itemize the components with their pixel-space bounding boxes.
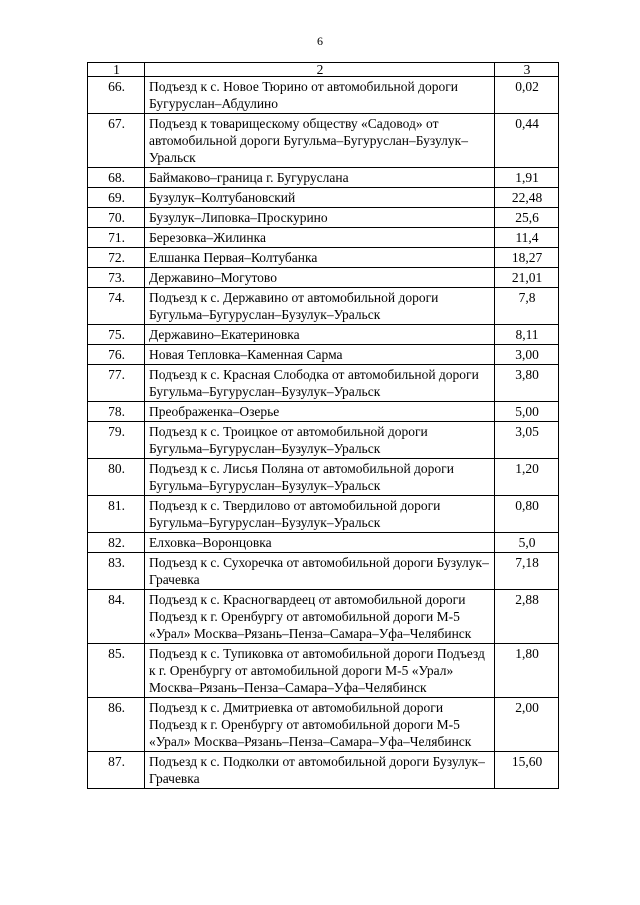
table-body — [88, 77, 559, 789]
road-name: Баймаково–граница г. Бугуруслана — [145, 168, 495, 188]
table-row — [88, 208, 559, 228]
road-name: Подъезд к с. Красногвардеец от автомобильной дороги Подъезд к г. Оренбургу от автомобильной дороги М-5 «Урал» Москва–Рязань–Пенза–Самара–Уфа–Челябинск — [145, 590, 495, 644]
road-length: 11,4 — [495, 228, 559, 248]
road-length: 3,00 — [495, 345, 559, 365]
table-row — [88, 644, 559, 698]
table-row — [88, 590, 559, 644]
road-name: Березовка–Жилинка — [145, 228, 495, 248]
row-number: 72. — [88, 248, 145, 268]
road-name: Державино–Могутово — [145, 268, 495, 288]
row-number: 71. — [88, 228, 145, 248]
table-row — [88, 698, 559, 752]
road-length: 3,80 — [495, 365, 559, 402]
row-number: 69. — [88, 188, 145, 208]
road-length: 7,8 — [495, 288, 559, 325]
row-number: 77. — [88, 365, 145, 402]
road-length: 15,60 — [495, 752, 559, 789]
table-row — [88, 365, 559, 402]
road-name: Подъезд к с. Сухоречка от автомобильной дороги Бузулук–Грачевка — [145, 553, 495, 590]
table-row — [88, 248, 559, 268]
road-name: Державино–Екатериновка — [145, 325, 495, 345]
row-number: 74. — [88, 288, 145, 325]
row-number: 78. — [88, 402, 145, 422]
road-length: 8,11 — [495, 325, 559, 345]
road-length: 21,01 — [495, 268, 559, 288]
road-length: 0,44 — [495, 114, 559, 168]
road-name: Елховка–Воронцовка — [145, 533, 495, 553]
row-number: 68. — [88, 168, 145, 188]
road-name: Подъезд к с. Державино от автомобильной дороги Бугульма–Бугуруслан–Бузулук–Уральск — [145, 288, 495, 325]
table-row — [88, 422, 559, 459]
page-number: 6 — [317, 34, 323, 48]
row-number: 83. — [88, 553, 145, 590]
row-number: 80. — [88, 459, 145, 496]
table-row — [88, 752, 559, 789]
roads-table — [87, 62, 559, 789]
table-row — [88, 228, 559, 248]
road-name: Бузулук–Колтубановский — [145, 188, 495, 208]
table-row — [88, 77, 559, 114]
table-row — [88, 533, 559, 553]
header-col-3: 3 — [495, 63, 559, 77]
road-length: 5,0 — [495, 533, 559, 553]
table-row — [88, 325, 559, 345]
row-number: 67. — [88, 114, 145, 168]
row-number: 70. — [88, 208, 145, 228]
road-length: 2,88 — [495, 590, 559, 644]
header-col-2: 2 — [145, 63, 495, 77]
table-row — [88, 496, 559, 533]
road-name: Подъезд к с. Дмитриевка от автомобильной дороги Подъезд к г. Оренбургу от автомобильной дороги М-5 «Урал» Москва–Рязань–Пенза–Самара–Уфа–Челябинск — [145, 698, 495, 752]
row-number: 73. — [88, 268, 145, 288]
road-length: 0,80 — [495, 496, 559, 533]
row-number: 76. — [88, 345, 145, 365]
table-row — [88, 459, 559, 496]
table-header-row — [88, 63, 559, 77]
road-length: 7,18 — [495, 553, 559, 590]
table-row — [88, 402, 559, 422]
road-name: Подъезд к с. Лисья Поляна от автомобильной дороги Бугульма–Бугуруслан–Бузулук–Уральск — [145, 459, 495, 496]
road-name: Подъезд к с. Твердилово от автомобильной дороги Бугульма–Бугуруслан–Бузулук–Уральск — [145, 496, 495, 533]
road-length: 25,6 — [495, 208, 559, 228]
road-length: 1,80 — [495, 644, 559, 698]
table-row — [88, 288, 559, 325]
table-row — [88, 268, 559, 288]
row-number: 85. — [88, 644, 145, 698]
road-length: 5,00 — [495, 402, 559, 422]
row-number: 75. — [88, 325, 145, 345]
road-length: 1,20 — [495, 459, 559, 496]
table-row — [88, 345, 559, 365]
road-name: Подъезд к с. Новое Тюрино от автомобильной дороги Бугуруслан–Абдулино — [145, 77, 495, 114]
table-row — [88, 553, 559, 590]
road-name: Подъезд к с. Тупиковка от автомобильной дороги Подъезд к г. Оренбургу от автомобильной дороги М-5 «Урал» Москва–Рязань–Пенза–Самара–Уфа–Челябинск — [145, 644, 495, 698]
road-name: Подъезд к с. Подколки от автомобильной дороги Бузулук–Грачевка — [145, 752, 495, 789]
road-length: 18,27 — [495, 248, 559, 268]
road-length: 3,05 — [495, 422, 559, 459]
road-name: Бузулук–Липовка–Проскурино — [145, 208, 495, 228]
road-length: 0,02 — [495, 77, 559, 114]
road-length: 1,91 — [495, 168, 559, 188]
road-length: 2,00 — [495, 698, 559, 752]
header-col-1: 1 — [88, 63, 145, 77]
row-number: 82. — [88, 533, 145, 553]
road-name: Подъезд к с. Красная Слободка от автомобильной дороги Бугульма–Бугуруслан–Бузулук–Уральск — [145, 365, 495, 402]
table-row — [88, 168, 559, 188]
table-row — [88, 114, 559, 168]
road-name: Елшанка Первая–Колтубанка — [145, 248, 495, 268]
road-name: Подъезд к товарищескому обществу «Садовод» от автомобильной дороги Бугульма–Бугуруслан–Бузулук–Уральск — [145, 114, 495, 168]
row-number: 84. — [88, 590, 145, 644]
row-number: 66. — [88, 77, 145, 114]
road-name: Новая Тепловка–Каменная Сарма — [145, 345, 495, 365]
row-number: 81. — [88, 496, 145, 533]
row-number: 79. — [88, 422, 145, 459]
row-number: 87. — [88, 752, 145, 789]
road-length: 22,48 — [495, 188, 559, 208]
road-name: Преображенка–Озерье — [145, 402, 495, 422]
table-row — [88, 188, 559, 208]
road-name: Подъезд к с. Троицкое от автомобильной дороги Бугульма–Бугуруслан–Бузулук–Уральск — [145, 422, 495, 459]
row-number: 86. — [88, 698, 145, 752]
